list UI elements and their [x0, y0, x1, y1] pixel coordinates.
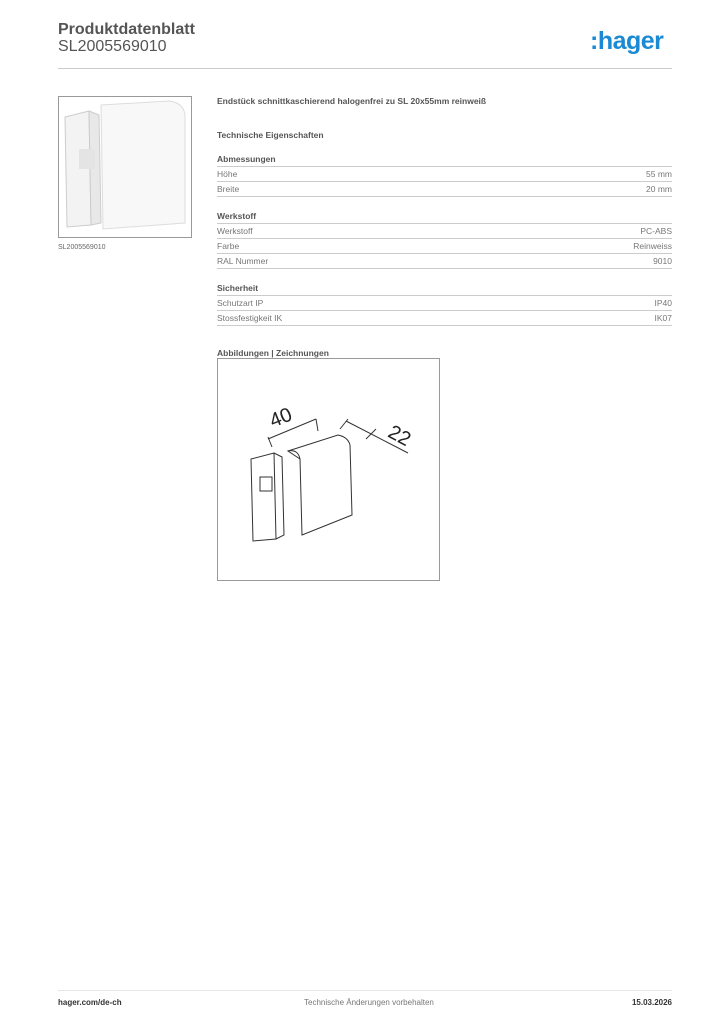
- property-row: [217, 224, 672, 239]
- footer-date: 15.03.2026: [631, 998, 672, 1007]
- property-value: IP40: [654, 298, 672, 308]
- header-divider: [58, 68, 672, 69]
- property-value: 20 mm: [646, 184, 672, 194]
- property-row: [217, 182, 672, 197]
- property-value: Reinweiss: [633, 241, 672, 251]
- property-row: [217, 254, 672, 269]
- property-label: Breite: [217, 184, 240, 194]
- group-title: Sicherheit: [217, 283, 672, 296]
- property-value: IK07: [654, 313, 672, 323]
- property-row: [217, 167, 672, 182]
- product-description: Endstück schnittkaschierend halogenfrei zu SL 20x55mm reinweiß: [217, 96, 487, 106]
- dimension-label-22: 22: [384, 421, 415, 451]
- property-row: [217, 296, 672, 311]
- product-details: [217, 96, 672, 358]
- property-row: [217, 311, 672, 326]
- property-row: [217, 239, 672, 254]
- hager-logo: :hager: [590, 27, 664, 55]
- footer-divider: [58, 990, 672, 991]
- group-title: Abmessungen: [217, 154, 672, 167]
- group-title: Werkstoff: [217, 211, 672, 224]
- dimension-label-40: 40: [266, 403, 296, 433]
- property-value: 9010: [653, 256, 672, 266]
- page-title: Produktdatenblatt: [58, 21, 195, 38]
- product-image: [58, 96, 192, 238]
- property-value: 55 mm: [646, 169, 672, 179]
- product-code: SL2005569010: [58, 38, 167, 55]
- footer-website: hager.com/de-ch: [58, 998, 122, 1007]
- property-label: Farbe: [217, 241, 240, 251]
- property-label: Höhe: [217, 169, 238, 179]
- footer-disclaimer: Technische Änderungen vorbehalten: [304, 998, 434, 1007]
- property-label: RAL Nummer: [217, 256, 269, 266]
- product-image-caption: SL2005569010: [58, 244, 106, 251]
- section-title: Technische Eigenschaften: [217, 130, 324, 140]
- drawings-title: Abbildungen | Zeichnungen: [217, 348, 329, 358]
- property-label: Stossfestigkeit IK: [217, 313, 283, 323]
- dimension-drawing: [217, 358, 440, 581]
- property-label: Werkstoff: [217, 226, 253, 236]
- property-value: PC-ABS: [640, 226, 672, 236]
- property-label: Schutzart IP: [217, 298, 264, 308]
